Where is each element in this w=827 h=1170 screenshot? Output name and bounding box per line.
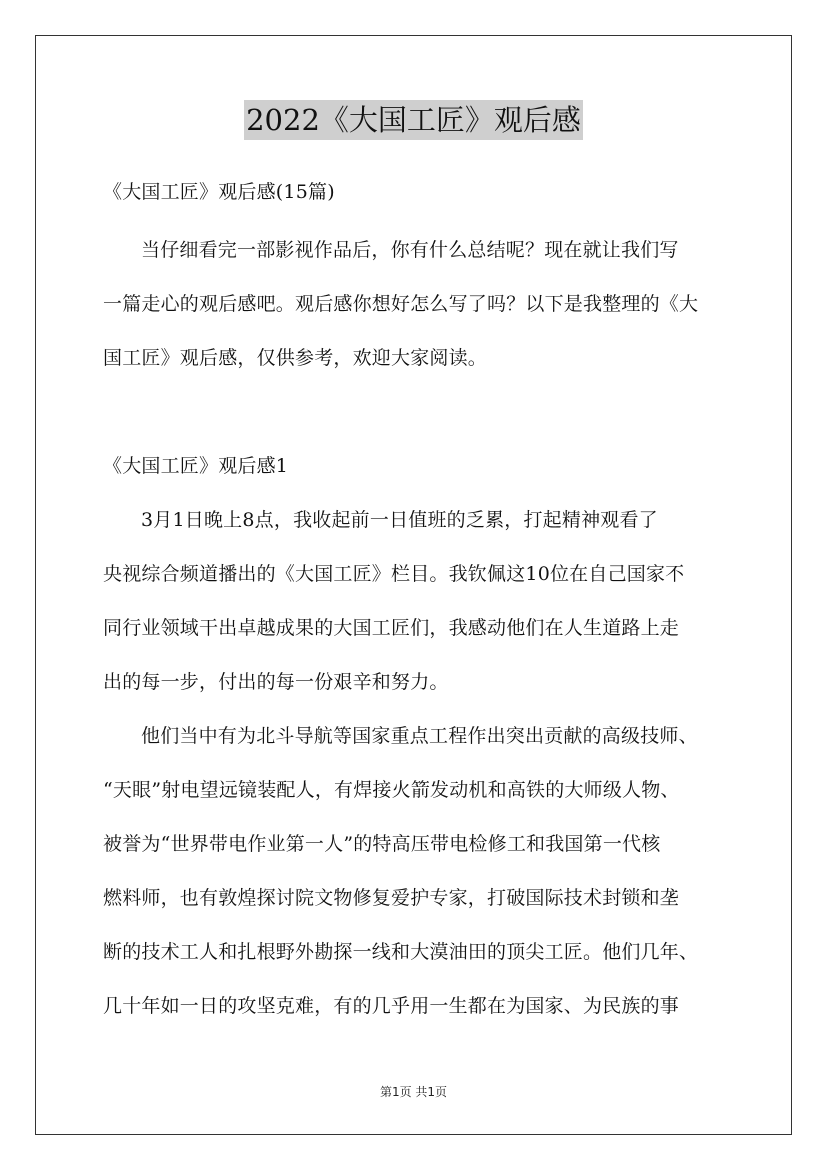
paragraph-line: 同行业领域干出卓越成果的大国工匠们，我感动他们在人生道路上走 xyxy=(103,617,680,639)
paragraph-line: 被誉为“世界带电作业第一人”的特高压带电检修工和我国第一代核 xyxy=(103,833,661,855)
paragraph-line: 断的技术工人和扎根野外勘探一线和大漠油田的顶尖工匠。他们几年、 xyxy=(103,941,699,963)
intro-line: 一篇走心的观后感吧。观后感你想好怎么写了吗？以下是我整理的《大 xyxy=(103,293,699,315)
section-heading: 《大国工匠》观后感1 xyxy=(103,455,289,477)
title-container xyxy=(0,100,827,140)
document-title: 2022《大国工匠》观后感 xyxy=(244,100,583,140)
paragraph-line: 出的每一步，付出的每一份艰辛和努力。 xyxy=(103,671,449,693)
paragraph-line: 他们当中有为北斗导航等国家重点工程作出突出贡献的高级技师、 xyxy=(141,725,698,747)
paragraph-line: 几十年如一日的攻坚克难，有的几乎用一生都在为国家、为民族的事 xyxy=(103,995,680,1017)
intro-line: 国工匠》观后感，仅供参考，欢迎大家阅读。 xyxy=(103,347,488,369)
document-subtitle: 《大国工匠》观后感(15篇) xyxy=(103,181,335,203)
intro-line: 当仔细看完一部影视作品后，你有什么总结呢？现在就让我们写 xyxy=(141,239,679,261)
paragraph-line: 3月1日晚上8点，我收起前一日值班的乏累，打起精神观看了 xyxy=(141,509,658,531)
paragraph-line: 燃料师，也有敦煌探讨院文物修复爱护专家，打破国际技术封锁和垄 xyxy=(103,887,680,909)
page-footer: 第1页 共1页 xyxy=(379,1085,448,1099)
paragraph-line: 央视综合频道播出的《大国工匠》栏目。我钦佩这10位在自己国家不 xyxy=(103,563,685,585)
paragraph-line: “天眼”射电望远镜装配人，有焊接火箭发动机和高铁的大师级人物、 xyxy=(103,779,680,801)
